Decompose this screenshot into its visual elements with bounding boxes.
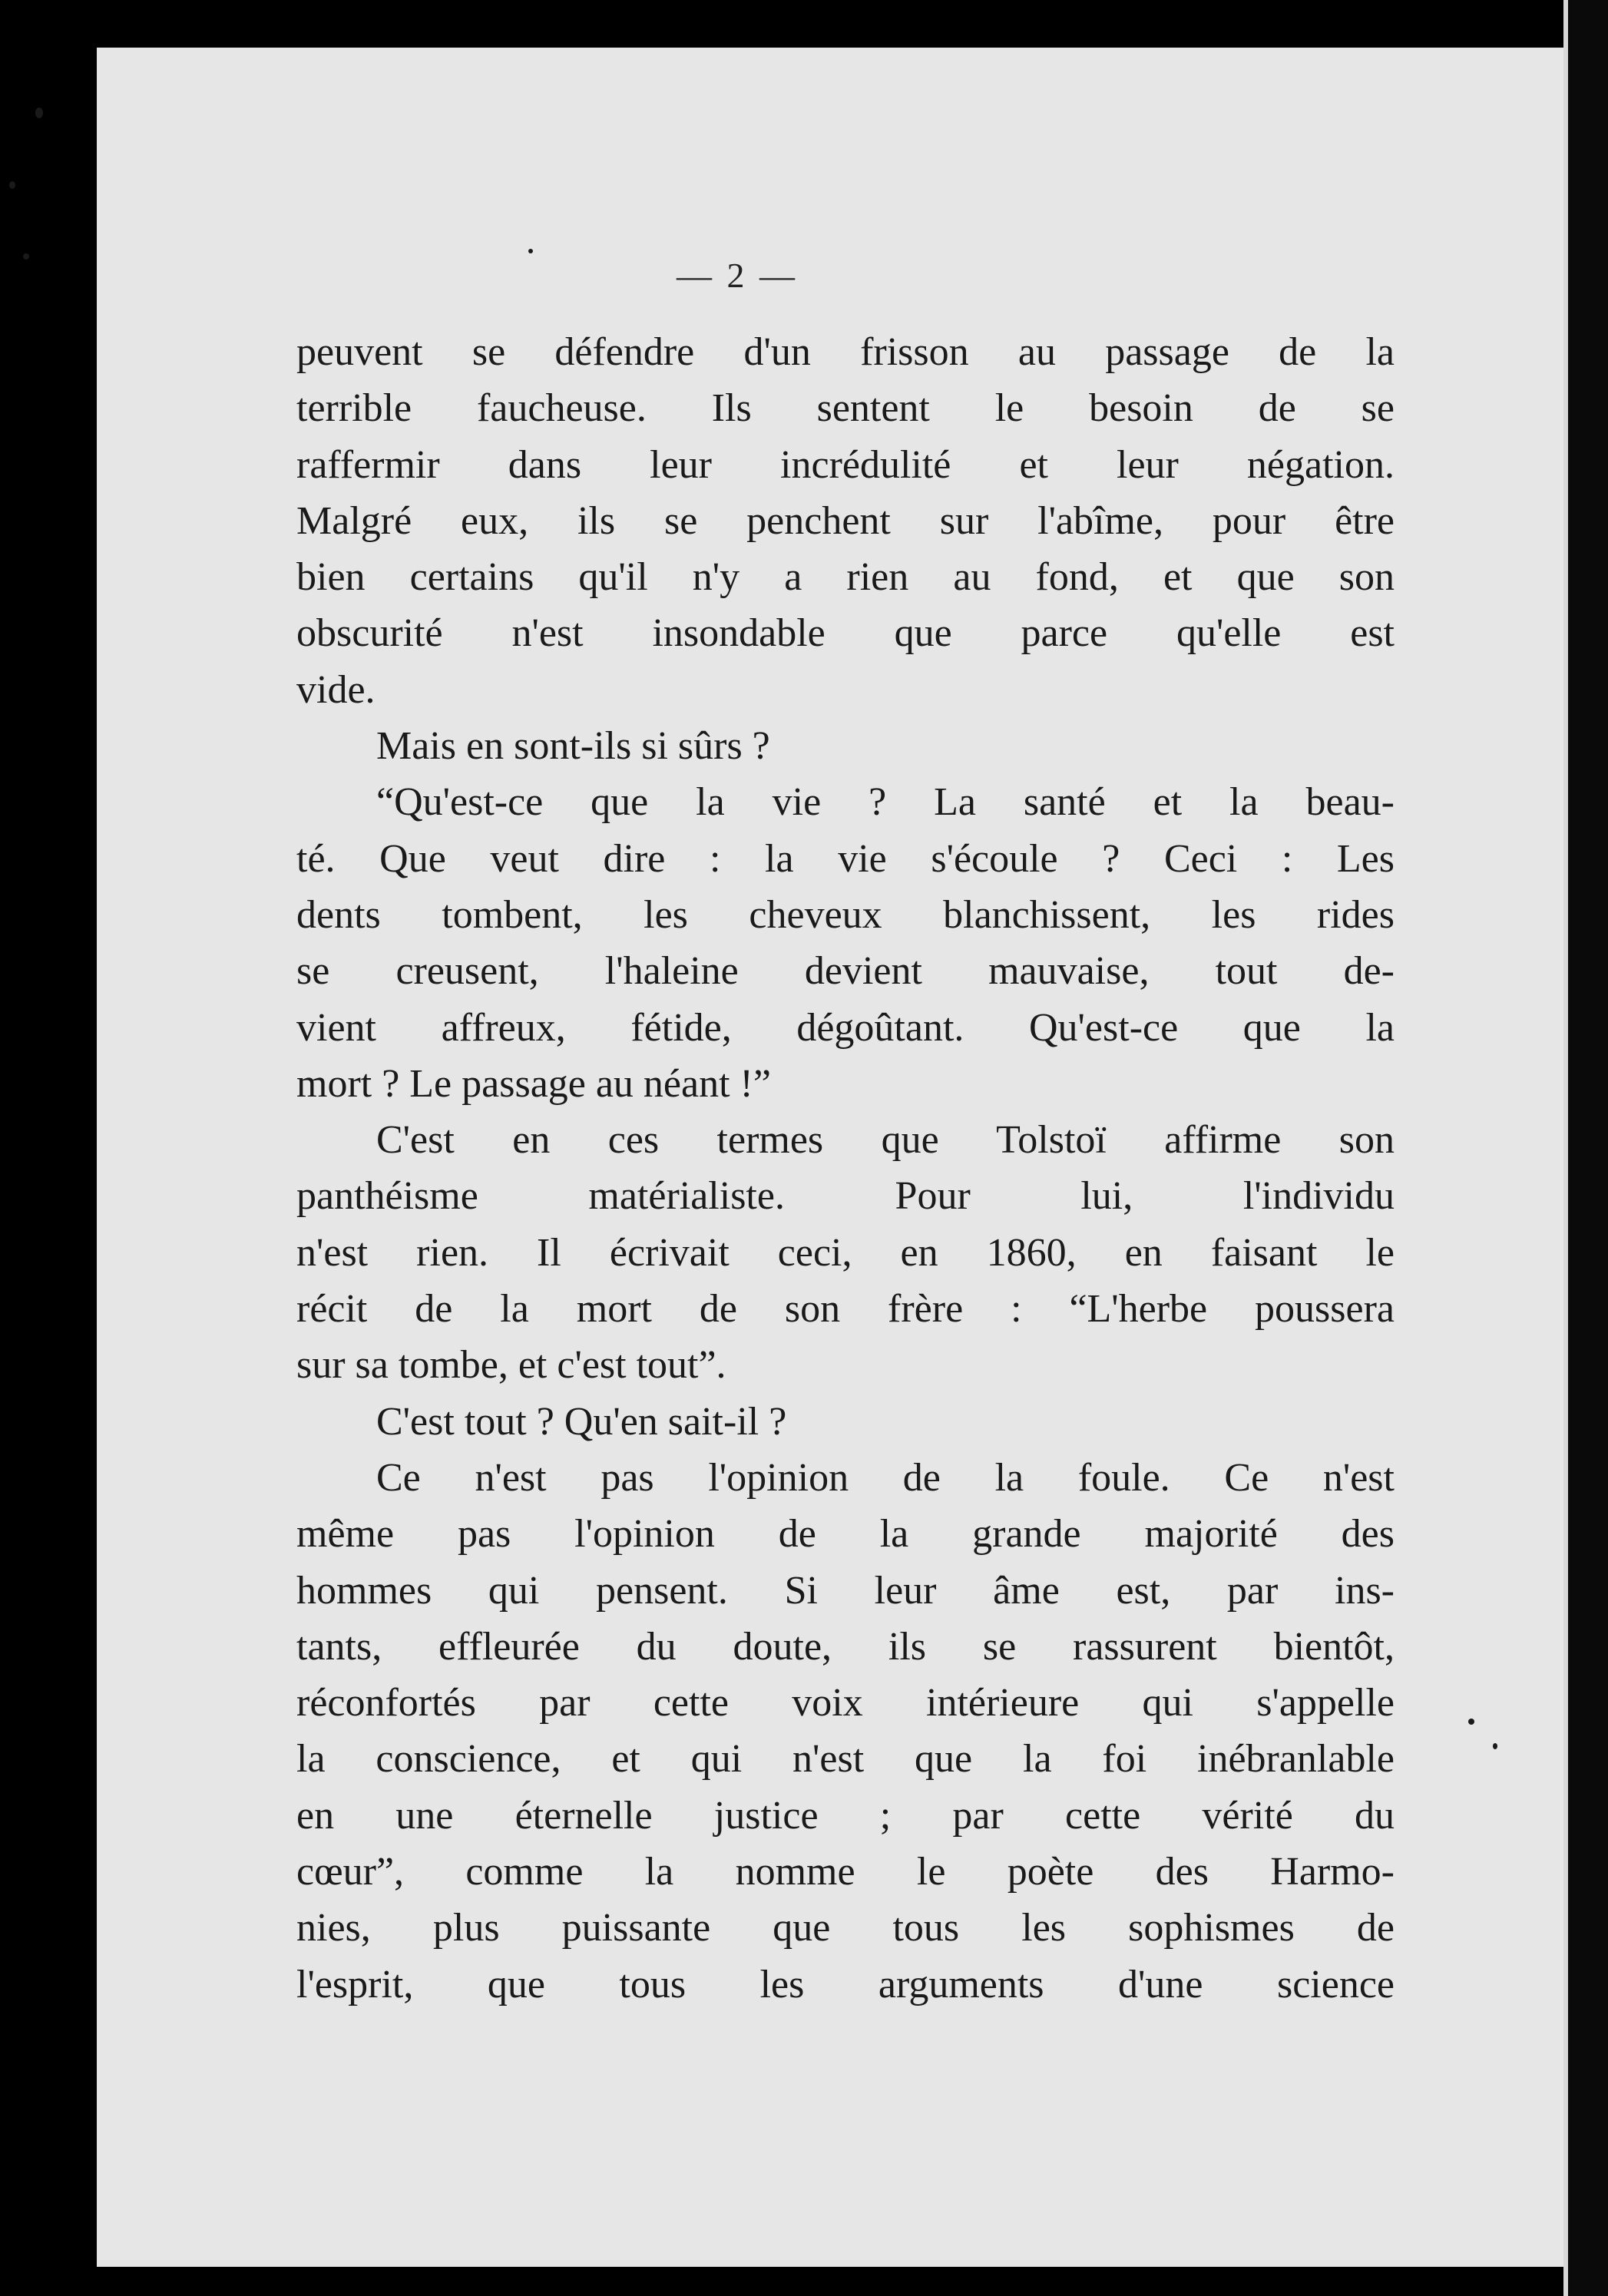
body-text [296,324,1395,2013]
scan-speck [23,253,29,260]
text-line: panthéisme matérialiste. Pour lui, l'individu [296,1174,1395,1219]
text-line: la conscience, et qui n'est que la foi inébranlable [296,1737,1395,1782]
scan-speck [1468,1719,1474,1725]
text-line: réconfortés par cette voix intérieure qui s'appelle [296,1681,1395,1725]
text-line: dents tombent, les cheveux blanchissent, les rides [296,892,1395,937]
scan-speck [528,249,533,253]
text-line: récit de la mort de son frère : “L'herbe poussera [296,1287,1395,1332]
text-line: l'esprit, que tous les arguments d'une science [296,1962,1395,2007]
text-line: même pas l'opinion de la grande majorité des [296,1512,1395,1557]
text-line: C'est en ces termes que Tolstoï affirme son [376,1118,1395,1163]
text-line: cœur”, comme la nomme le poète des Harmo- [296,1850,1395,1894]
text-line: se creusent, l'haleine devient mauvaise, tout de- [296,949,1395,994]
text-line: nies, plus puissante que tous les sophismes de [296,1906,1395,1950]
text-line: Mais en sont-ils si sûrs ? [376,724,770,769]
text-line: vide. [296,667,376,712]
text-line: peuvent se défendre d'un frisson au passage de la [296,330,1395,374]
text-line: tants, effleurée du doute, ils se rassurent bientôt, [296,1624,1395,1669]
text-line: Malgré eux, ils se penchent sur l'abîme, pour être [296,498,1395,543]
text-line: obscurité n'est insondable que parce qu'elle est [296,611,1395,656]
page-edge-shadow [1563,0,1608,2296]
text-line: en une éternelle justice ; par cette vérité du [296,1793,1395,1838]
text-line: sur sa tombe, et c'est tout”. [296,1343,726,1388]
page-number: — 2 — [677,256,798,295]
text-line: mort ? Le passage au néant !” [296,1061,771,1106]
text-line: vient affreux, fétide, dégoûtant. Qu'est-ce que la [296,1005,1395,1050]
text-line: terrible faucheuse. Ils sentent le besoin de se [296,386,1395,431]
text-line: té. Que veut dire : la vie s'écoule ? Ceci : Les [296,836,1395,881]
text-line: Ce n'est pas l'opinion de la foule. Ce n'est [376,1455,1395,1500]
text-line: bien certains qu'il n'y a rien au fond, et que son [296,555,1395,600]
text-line: C'est tout ? Qu'en sait-il ? [376,1399,787,1444]
text-line: raffermir dans leur incrédulité et leur négation. [296,442,1395,487]
text-line: hommes qui pensent. Si leur âme est, par ins- [296,1568,1395,1613]
text-line: n'est rien. Il écrivait ceci, en 1860, en faisant le [296,1230,1395,1275]
scan-speck [35,108,43,118]
text-line: “Qu'est-ce que la vie ? La santé et la beau- [376,780,1395,825]
scan-speck [1493,1743,1497,1749]
scan-speck [9,181,15,189]
